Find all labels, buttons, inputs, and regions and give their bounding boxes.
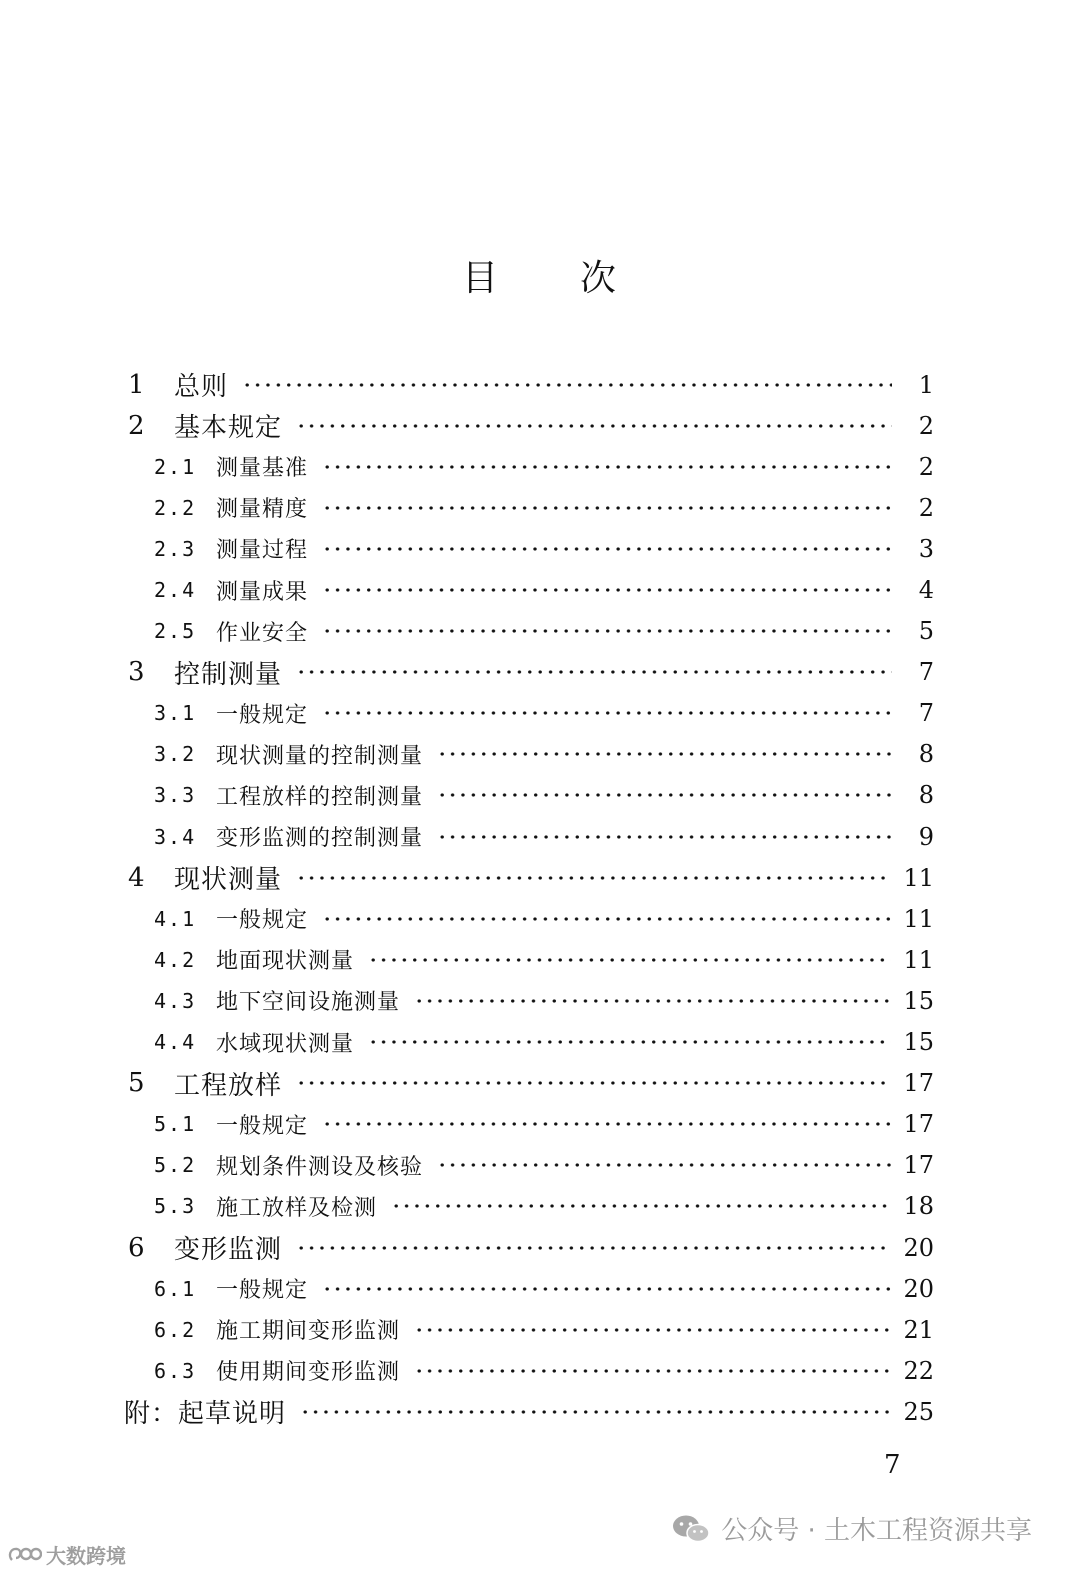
dot-leader [322, 585, 892, 595]
dot-leader [322, 1119, 891, 1129]
toc-chapter-row [124, 1227, 934, 1268]
toc-section-row [124, 528, 934, 569]
toc-section-row [124, 487, 934, 528]
toc-entry-number: 4.2 [154, 947, 197, 972]
dot-leader [437, 749, 892, 759]
toc-entry-title: 地下空间设施测量 [216, 990, 401, 1016]
toc-entry-title: 附：起草说明 [124, 1399, 287, 1430]
dot-leader [296, 1243, 891, 1253]
toc-entry-page: 2 [918, 452, 934, 481]
toc-section-row [124, 734, 934, 775]
toc-entry-number: 3.1 [154, 701, 197, 726]
dot-leader [437, 790, 892, 800]
dot-leader [322, 1284, 891, 1294]
dot-leader [414, 1325, 891, 1335]
toc-section-row [124, 569, 934, 610]
toc-chapter-row [124, 405, 934, 446]
toc-entry-number: 2.2 [154, 495, 197, 520]
toc-entry-page: 9 [918, 822, 934, 851]
page-number: 7 [884, 1450, 901, 1480]
toc-entry-number: 6 [128, 1232, 145, 1263]
toc-entry-title: 测量基准 [216, 456, 309, 482]
toc-entry-page: 4 [918, 576, 934, 605]
toc-entry-title: 施工期间变形监测 [216, 1319, 401, 1345]
dot-leader [322, 462, 892, 472]
table-of-contents [124, 364, 934, 1432]
toc-entry-number: 6.3 [154, 1358, 197, 1383]
toc-entry-page: 22 [903, 1356, 934, 1385]
dot-leader [322, 708, 892, 718]
toc-entry-number: 2.1 [154, 454, 197, 479]
toc-section-row [124, 1268, 934, 1309]
toc-entry-number: 4 [128, 862, 145, 893]
toc-entry-number: 2 [128, 410, 145, 441]
wechat-icon [671, 1513, 711, 1545]
toc-entry-title: 现状测量的控制测量 [216, 743, 424, 769]
dot-leader [368, 955, 891, 965]
toc-entry-page: 8 [918, 781, 934, 810]
toc-entry-title: 一般规定 [216, 1113, 309, 1139]
toc-entry-page: 17 [903, 1151, 934, 1180]
toc-entry-title: 规划条件测设及核验 [216, 1154, 424, 1180]
toc-entry-page: 11 [903, 904, 934, 933]
toc-entry-number: 4.1 [154, 906, 197, 931]
toc-entry-page: 7 [918, 658, 934, 687]
toc-entry-page: 8 [918, 740, 934, 769]
toc-chapter-row [124, 1391, 934, 1432]
toc-entry-title: 工程放样的控制测量 [216, 784, 424, 810]
toc-section-row [124, 1309, 934, 1350]
toc-entry-page: 20 [903, 1233, 934, 1262]
dot-leader [300, 1407, 891, 1417]
dot-leader [368, 1037, 891, 1047]
toc-entry-number: 2.3 [154, 536, 197, 561]
toc-entry-page: 11 [903, 945, 934, 974]
toc-section-row [124, 939, 934, 980]
toc-entry-title: 水域现状测量 [216, 1031, 355, 1057]
toc-entry-page: 7 [918, 699, 934, 728]
toc-entry-page: 25 [903, 1397, 934, 1426]
toc-section-row [124, 1186, 934, 1227]
toc-entry-number: 1 [128, 369, 145, 400]
toc-entry-title: 变形监测的控制测量 [216, 826, 424, 852]
toc-chapter-row [124, 857, 934, 898]
toc-entry-number: 5.3 [154, 1194, 197, 1219]
toc-entry-number: 3.2 [154, 742, 197, 767]
dot-leader [322, 626, 892, 636]
footer-watermark [671, 1510, 1032, 1547]
toc-entry-page: 17 [903, 1069, 934, 1098]
dot-leader [296, 873, 891, 883]
toc-entry-page: 21 [903, 1315, 934, 1344]
dot-leader [391, 1201, 891, 1211]
dot-leader [242, 380, 892, 390]
corner-mark-text: 大数跨境 [46, 1544, 126, 1568]
toc-entry-page: 15 [903, 1028, 934, 1057]
toc-entry-title: 测量成果 [216, 579, 309, 605]
toc-entry-title: 工程放样 [174, 1070, 283, 1101]
title-char-left: 目 [461, 258, 500, 299]
toc-entry-page: 2 [918, 493, 934, 522]
watermark-text: 公众号 · 土木工程资源共享 [721, 1516, 1032, 1546]
toc-section-row [124, 816, 934, 857]
toc-section-row [124, 898, 934, 939]
toc-entry-number: 4.4 [154, 1030, 197, 1055]
toc-entry-title: 基本规定 [174, 413, 283, 444]
toc-entry-title: 施工放样及检测 [216, 1195, 378, 1221]
toc-entry-title: 作业安全 [216, 620, 309, 646]
toc-entry-title: 测量过程 [216, 538, 309, 564]
toc-entry-number: 6.2 [154, 1317, 197, 1342]
page-title [0, 250, 1080, 301]
toc-chapter-row [124, 1063, 934, 1104]
dot-leader [296, 1078, 891, 1088]
toc-section-row [124, 1104, 934, 1145]
dot-leader [437, 1160, 891, 1170]
toc-section-row [124, 775, 934, 816]
toc-entry-title: 地面现状测量 [216, 949, 355, 975]
toc-entry-page: 11 [903, 863, 934, 892]
toc-entry-title: 总则 [174, 372, 229, 403]
dot-leader [322, 914, 891, 924]
toc-section-row [124, 1145, 934, 1186]
toc-entry-number: 5 [128, 1068, 145, 1099]
toc-entry-title: 测量精度 [216, 497, 309, 523]
dot-leader [296, 421, 892, 431]
toc-entry-page: 20 [903, 1274, 934, 1303]
toc-section-row [124, 1350, 934, 1391]
toc-entry-page: 18 [903, 1192, 934, 1221]
dot-leader [296, 667, 892, 677]
toc-entry-number: 5.1 [154, 1112, 197, 1137]
dot-leader [414, 1366, 891, 1376]
toc-section-row [124, 611, 934, 652]
toc-section-row [124, 446, 934, 487]
toc-entry-number: 5.2 [154, 1153, 197, 1178]
dot-leader [322, 544, 892, 554]
dot-leader [414, 996, 891, 1006]
toc-entry-number: 3 [128, 657, 145, 688]
toc-entry-title: 一般规定 [216, 702, 309, 728]
toc-entry-title: 控制测量 [174, 659, 283, 690]
toc-entry-title: 变形监测 [174, 1235, 283, 1266]
toc-entry-title: 一般规定 [216, 908, 309, 934]
toc-chapter-row [124, 652, 934, 693]
toc-section-row [124, 1022, 934, 1063]
toc-entry-number: 4.3 [154, 988, 197, 1013]
toc-entry-page: 3 [918, 534, 934, 563]
corner-watermark [6, 1540, 126, 1569]
title-char-right: 次 [580, 258, 619, 299]
toc-entry-number: 3.3 [154, 783, 197, 808]
toc-entry-page: 17 [903, 1110, 934, 1139]
toc-entry-title: 现状测量 [174, 865, 283, 896]
toc-chapter-row [124, 364, 934, 405]
dot-leader [437, 832, 892, 842]
toc-entry-page: 5 [918, 617, 934, 646]
toc-entry-page: 1 [918, 370, 934, 399]
toc-entry-number: 6.1 [154, 1276, 197, 1301]
toc-section-row [124, 693, 934, 734]
toc-entry-number: 3.4 [154, 824, 197, 849]
dot-leader [322, 503, 892, 513]
toc-entry-number: 2.4 [154, 578, 197, 603]
toc-section-row [124, 980, 934, 1021]
brand-logo-icon [6, 1544, 42, 1566]
toc-entry-page: 2 [918, 411, 934, 440]
toc-entry-page: 15 [903, 986, 934, 1015]
toc-entry-number: 2.5 [154, 619, 197, 644]
toc-entry-title: 一般规定 [216, 1278, 309, 1304]
toc-entry-title: 使用期间变形监测 [216, 1360, 401, 1386]
